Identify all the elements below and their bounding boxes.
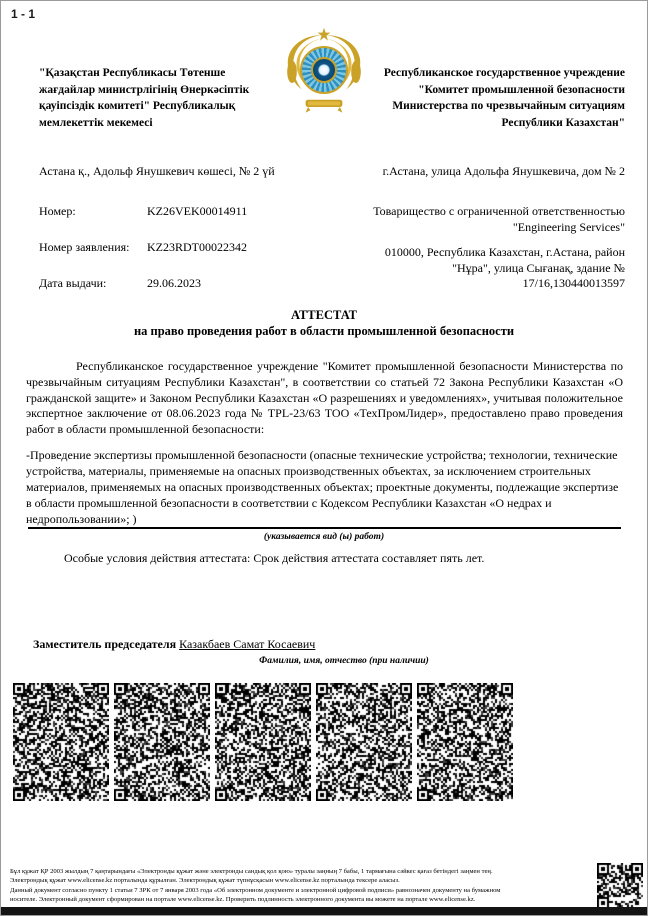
signer-name-caption: Фамилия, имя, отчество (при наличии) [259, 656, 429, 666]
permitted-works-text: -Проведение экспертизы промышленной безопасности (опасные технические устройства; технологии, технические устройства, материалы, применяемые на опасных производственных объектах, за исключением строительных материалов, применяемых на опасных производственных объектах; проектные документы, подлежащие экспертизе в области промышленной безопасности в соответствии с Кодексом Республики Казахстан «О недрах и недропользовании»; ) [26, 448, 619, 526]
signer-position: Заместитель председателя [33, 637, 177, 651]
emblem-center-glow [318, 64, 330, 76]
document-title: АТТЕСТАТ [291, 308, 357, 322]
issuer-name-russian: Республиканское государственное учреждение "Комитет промышленной безопасности Министерства по чрезвычайным ситуациям Республики Казахстан" [383, 67, 625, 129]
works-underline-rule [28, 527, 621, 529]
kazakhstan-emblem-icon [284, 27, 364, 115]
recipient-name: Товарищество с ограниченной ответственностью "Engineering Services" [373, 204, 625, 234]
page-number-label: 1 - 1 [11, 7, 36, 21]
document-fields [39, 204, 247, 312]
field-number-label: Номер: [39, 204, 76, 218]
field-issue-date-label: Дата выдачи: [39, 276, 107, 290]
field-number-value: KZ26VEK00014911 [147, 204, 248, 218]
signature-line [33, 637, 315, 652]
legal-footer-line4-ru: носителе. Электронный документ сформирован на портале www.elicense.kz. Проверить подлинность электронного документа вы можете на портале www.elicense.kz. [10, 895, 476, 903]
legal-footer [10, 867, 592, 904]
verification-qr-code [597, 863, 643, 909]
window-bottom-bar [1, 907, 647, 915]
signature-qr-code-1 [13, 683, 109, 801]
legal-footer-line3-ru: Данный документ согласно пункту 1 статьи 7 ЗРК от 7 января 2003 года «Об электронном документе и электронной цифровой подписи» равнозначен документу на бумажном [10, 886, 501, 894]
field-issue-date-value: 29.06.2023 [147, 276, 201, 290]
legal-footer-line2-kz: Электрондық құжат www.elicense.kz порталында құрылған. Электрондық құжат түпнұсқасын www.elicense.kz порталында тексере аласыз. [10, 877, 400, 885]
signature-qr-code-3 [215, 683, 311, 801]
recipient-block [363, 204, 625, 292]
issuer-address-russian: г.Астана, улица Адольфа Янушкевича, дом № 2 [382, 164, 625, 178]
signer-name: Казакбаев Самат Косаевич [179, 637, 316, 651]
field-application-number-value: KZ23RDT00022342 [147, 240, 247, 254]
field-application-number-label: Номер заявления: [39, 240, 130, 254]
field-number [39, 204, 247, 219]
works-caption: (указывается вид (ы) работ) [263, 532, 385, 542]
document-title-block [1, 307, 647, 339]
signature-qr-code-5 [417, 683, 513, 801]
digital-signature-qr-row [13, 683, 513, 801]
grant-paragraph: Республиканское государственное учреждение "Комитет промышленной безопасности Министерства по чрезвычайным ситуациям Республики Казахстан", в соответствии со статьей 72 Закона Республики Казахстан «О гражданской защите» и Законом Республики Казахстан «О разрешениях и уведомлениях», учитывая положительное экспертное заключение от 08.06.2023 года № TPL-23/63 ТОО «ТехПромЛидер», предоставлено право проведения работ в области промышленной безопасности: [26, 359, 623, 437]
document-subtitle: на право проведения работ в области промышленной безопасности [133, 324, 515, 338]
special-conditions: Особые условия действия аттестата: Срок действия аттестата составляет пять лет. [64, 551, 485, 565]
issuer-name-kazakh: "Қазақстан Республикасы Төтенше жағдайлар министрлігінің Өнеркәсіптік қауіпсіздік комитеті" Республикалық мемлекеттік мекемесі [39, 67, 250, 129]
field-issue-date [39, 276, 247, 291]
signature-qr-code-2 [114, 683, 210, 801]
issuer-address-kazakh: Астана қ., Адольф Янушкевич көшесі, № 2 үй [39, 164, 275, 178]
recipient-address: 010000, Республика Казахстан, г.Астана, район "Нұра", улица Сығанақ, здание № 17/16,130440013597 [384, 245, 625, 290]
field-application-number [39, 240, 247, 255]
legal-footer-line1-kz: Бұл құжат ҚР 2003 жылдың 7 қаңтарындағы «Электронды құжат және электронды сандық қол қою» туралы заңның 7 бабы, 1 тармағына сәйкес қағаз бетіндегі заңмен тең. [10, 868, 493, 875]
signature-qr-code-4 [316, 683, 412, 801]
